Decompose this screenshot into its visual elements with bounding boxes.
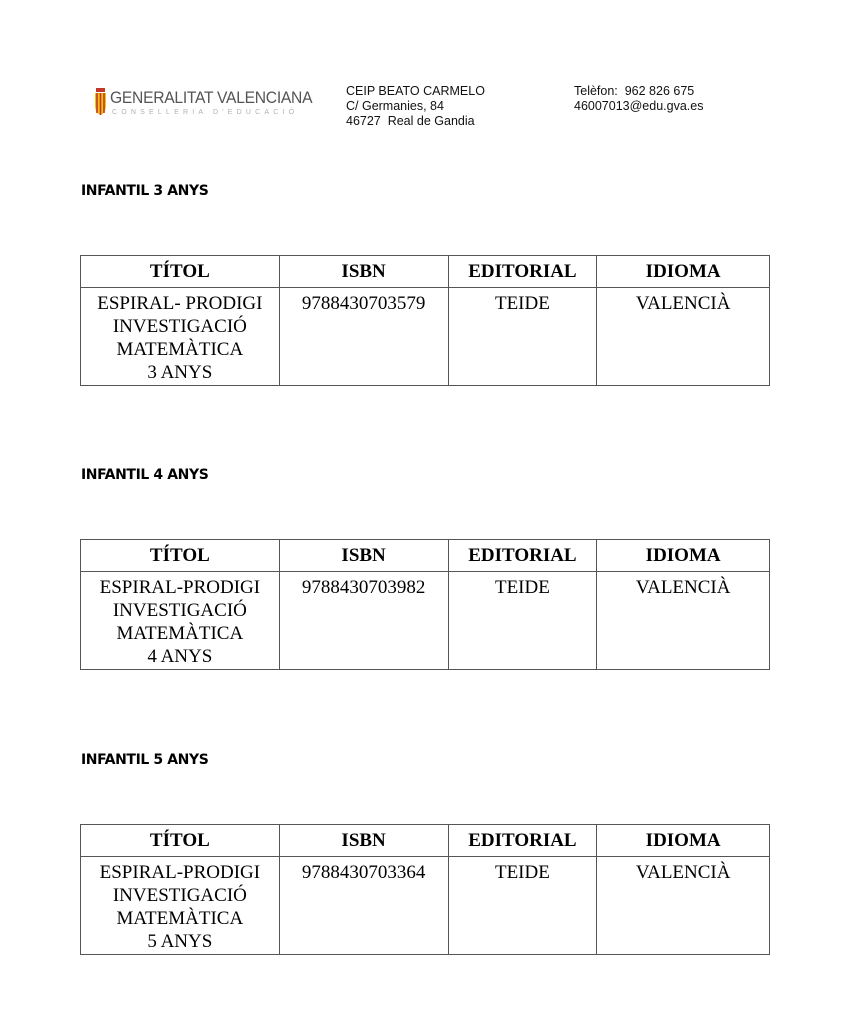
section-title: INFANTIL 4 ANYS xyxy=(81,467,209,483)
title-line: MATEMÀTICA xyxy=(116,339,244,360)
table-row xyxy=(81,572,770,670)
table-header-row xyxy=(81,256,770,288)
section-title: INFANTIL 3 ANYS xyxy=(81,183,209,199)
cell-titol xyxy=(81,572,280,670)
cell-idioma: VALENCIÀ xyxy=(597,857,770,955)
coat-of-arms-icon xyxy=(94,86,107,116)
title-line: 5 ANYS xyxy=(147,931,213,952)
title-line: MATEMÀTICA xyxy=(116,623,244,644)
title-line: INVESTIGACIÓ xyxy=(112,885,247,906)
school-city: 46727 Real de Gandia xyxy=(346,114,475,128)
title-line: INVESTIGACIÓ xyxy=(112,600,247,621)
col-titol: TÍTOL xyxy=(81,540,280,572)
cell-editorial: TEIDE xyxy=(448,288,597,386)
table-header-row xyxy=(81,540,770,572)
title-line: MATEMÀTICA xyxy=(116,908,244,929)
school-name: CEIP BEATO CARMELO xyxy=(346,84,485,98)
school-address xyxy=(346,84,485,129)
title-line: INVESTIGACIÓ xyxy=(112,316,247,337)
table-row xyxy=(81,857,770,955)
school-contact xyxy=(574,84,703,114)
cell-editorial: TEIDE xyxy=(448,572,597,670)
col-titol: TÍTOL xyxy=(81,256,280,288)
col-editorial: EDITORIAL xyxy=(448,825,597,857)
cell-editorial: TEIDE xyxy=(448,857,597,955)
title-line: ESPIRAL-PRODIGI xyxy=(99,862,261,883)
cell-isbn: 9788430703579 xyxy=(279,288,448,386)
title-line: 3 ANYS xyxy=(147,362,213,383)
email: 46007013@edu.gva.es xyxy=(574,99,704,113)
title-line: ESPIRAL- PRODIGI xyxy=(97,293,263,314)
book-table xyxy=(80,824,770,955)
col-editorial: EDITORIAL xyxy=(448,256,597,288)
cell-isbn: 9788430703364 xyxy=(279,857,448,955)
book-table xyxy=(80,539,770,670)
col-isbn: ISBN xyxy=(279,540,448,572)
col-isbn: ISBN xyxy=(279,825,448,857)
col-editorial: EDITORIAL xyxy=(448,540,597,572)
logo-name: GENERALITAT VALENCIANA xyxy=(110,88,313,107)
section-title: INFANTIL 5 ANYS xyxy=(81,752,209,768)
title-line: ESPIRAL-PRODIGI xyxy=(99,577,261,598)
col-idioma: IDIOMA xyxy=(597,540,770,572)
col-isbn: ISBN xyxy=(279,256,448,288)
col-idioma: IDIOMA xyxy=(597,256,770,288)
cell-isbn: 9788430703982 xyxy=(279,572,448,670)
cell-idioma: VALENCIÀ xyxy=(597,288,770,386)
title-line: 4 ANYS xyxy=(147,646,213,667)
phone: Telèfon: 962 826 675 xyxy=(574,84,695,98)
school-street: C/ Germanies, 84 xyxy=(346,99,444,113)
cell-idioma: VALENCIÀ xyxy=(597,572,770,670)
generalitat-logo xyxy=(92,84,313,122)
table-row xyxy=(81,288,770,386)
col-idioma: IDIOMA xyxy=(597,825,770,857)
table-header-row xyxy=(81,825,770,857)
cell-titol xyxy=(81,288,280,386)
cell-titol xyxy=(81,857,280,955)
book-table xyxy=(80,255,770,386)
col-titol: TÍTOL xyxy=(81,825,280,857)
logo-subtitle: CONSELLERIA D'EDUCACIÓ xyxy=(112,109,299,116)
